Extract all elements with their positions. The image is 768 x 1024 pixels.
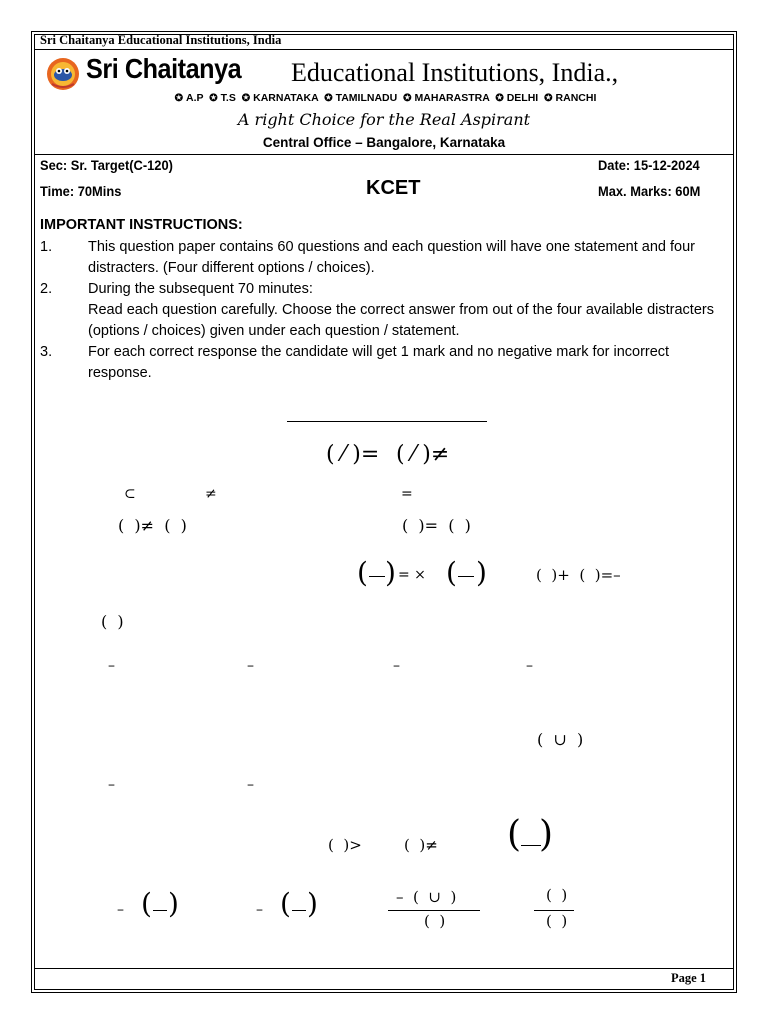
math-fragment: = <box>401 486 413 502</box>
brand-name: Sri Chaitanya <box>86 53 242 84</box>
fraction-bar <box>153 910 167 911</box>
fraction-bar <box>534 910 574 911</box>
central-office: Central Office – Bangalore, Karnataka <box>262 135 506 150</box>
math-fragment: ( ) <box>546 886 568 904</box>
institution-line: Sri Chaitanya Educational Institutions, India <box>40 33 282 47</box>
max-marks: Max. Marks: 60M <box>598 183 701 199</box>
math-fragment: ( )≠ ( ) <box>118 516 187 535</box>
instruction-item <box>40 279 730 342</box>
math-paren: ( <box>446 556 457 589</box>
exam-date: Date: 15-12-2024 <box>598 157 700 173</box>
math-fragment: ( )≠ <box>404 836 438 854</box>
math-fragment: – <box>247 658 254 674</box>
math-paren: ( <box>141 887 152 920</box>
math-fragment: ( ) <box>424 912 446 930</box>
footer-divider <box>35 968 733 969</box>
instruction-item <box>40 237 730 279</box>
math-paren: ) <box>307 887 318 920</box>
instructions-title: IMPORTANT INSTRUCTIONS: <box>40 217 243 233</box>
instruction-number: 1. <box>40 239 53 255</box>
fraction-bar <box>292 910 306 911</box>
section-separator <box>287 421 487 422</box>
math-fragment: ( ∪ ) <box>537 730 584 749</box>
math-paren: ( <box>280 887 291 920</box>
bullet-icon: ✪ <box>403 93 412 104</box>
instruction-text: For each correct response the candidate will get 1 mark and no negative mark for incorrect response. <box>88 344 670 381</box>
math-paren: ) <box>385 556 396 589</box>
brand-subtitle: Educational Institutions, India., <box>291 58 619 87</box>
math-fragment: – <box>256 902 263 918</box>
math-fragment: ( ⁄ )≠ <box>396 442 450 467</box>
math-paren: ) <box>168 887 179 920</box>
math-fragment: ( ) <box>101 612 124 631</box>
tagline: A right Choice for the Real Aspirant <box>237 110 531 129</box>
state-item: T.S <box>220 92 236 104</box>
math-fragment: ( ) <box>546 912 568 930</box>
instruction-item <box>40 342 730 384</box>
fraction-bar <box>458 576 474 577</box>
instruction-text: During the subsequent 70 minutes: <box>88 281 313 297</box>
state-item: TAMILNADU <box>335 92 398 104</box>
math-fragment: – <box>526 658 533 674</box>
page-number: Page 1 <box>671 971 707 985</box>
bullet-icon: ✪ <box>324 93 333 104</box>
bullet-icon: ✪ <box>209 93 218 104</box>
math-fragment: – <box>108 777 115 793</box>
instruction-text: This question paper contains 60 questions and each question will have one statement and four distracters. (Four different options / choices). <box>88 239 695 276</box>
fraction-bar <box>388 910 480 911</box>
math-paren: ) <box>476 556 487 589</box>
math-fragment: – <box>117 902 124 918</box>
math-fragment: – <box>108 658 115 674</box>
math-fragment: ( )+ ( )=– <box>536 566 621 584</box>
instruction-number: 2. <box>40 281 53 297</box>
bullet-icon: ✪ <box>174 93 184 104</box>
math-paren: ( <box>357 556 368 589</box>
state-item: MAHARASTRA <box>414 92 490 104</box>
bullet-icon: ✪ <box>544 93 553 104</box>
header-divider <box>35 49 733 50</box>
math-paren: ) <box>539 814 554 855</box>
bullet-icon: ✪ <box>495 93 504 104</box>
math-fragment: – ( ∪ ) <box>396 888 457 906</box>
instruction-number: 3. <box>40 344 53 360</box>
state-item: KARNATAKA <box>253 92 319 104</box>
institution-logo <box>46 57 80 91</box>
state-item: DELHI <box>506 92 539 104</box>
math-fragment: ( ⁄ )= <box>326 442 380 467</box>
math-paren: ( <box>507 814 522 855</box>
states-list <box>0 92 768 104</box>
exam-time: Time: 70Mins <box>40 183 122 199</box>
bullet-icon: ✪ <box>241 93 251 104</box>
state-item: A.P <box>186 92 204 104</box>
office-divider <box>35 154 733 155</box>
math-fragment: – <box>247 777 254 793</box>
instruction-text: Read each question carefully. Choose the correct answer from out of the four available distracters (options / choices) given under each question / statement. <box>88 302 714 339</box>
section-label: Sec: Sr. Target(C-120) <box>40 157 173 173</box>
exam-title: KCET <box>366 177 421 199</box>
math-fragment: ≠ <box>205 486 217 502</box>
math-fragment: ⊂ <box>124 486 136 502</box>
math-fragment: ( )= ( ) <box>402 516 471 535</box>
state-item: RANCHI <box>555 92 597 104</box>
math-fragment: ( )> <box>328 836 362 854</box>
fraction-bar <box>521 845 541 846</box>
math-fragment: – <box>393 658 400 674</box>
fraction-bar <box>369 576 385 577</box>
math-fragment: = × <box>398 567 426 583</box>
